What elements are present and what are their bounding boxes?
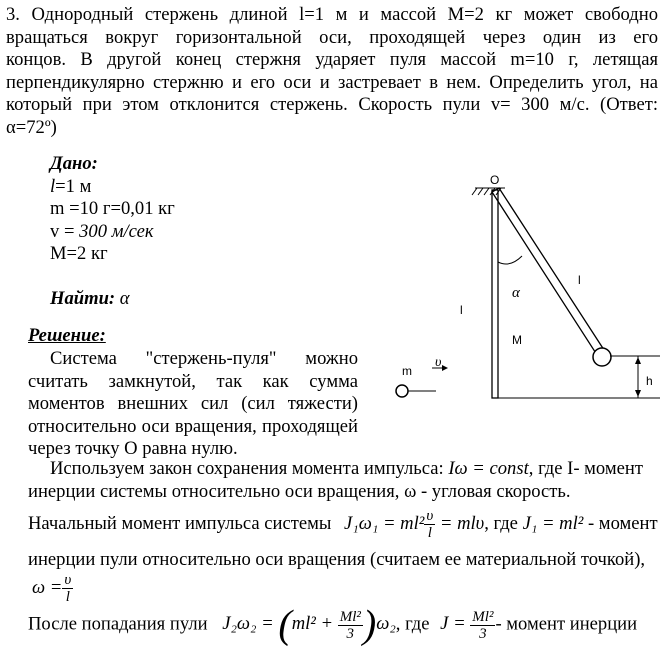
law-line-2: инерции системы относительно оси вращения, ω - угловая скорость.	[28, 480, 571, 502]
omega-formula: ω = $\frac{\upsilon}{l}$	[32, 572, 72, 605]
bullet-ball	[593, 348, 611, 366]
inertia-formula: J₁ = ml²	[522, 513, 584, 535]
solution-title: Решение:	[28, 325, 106, 346]
given-v: v = 300 м/сек	[50, 220, 154, 242]
label-l-right: l	[578, 273, 581, 287]
h-arrow-down	[635, 390, 641, 397]
problem-line: концов. В другой конец стержня ударяет пуля массой m=10 г, летящая	[6, 49, 658, 71]
problem-line: перпендикулярно стержню и его оси и застревает в нем. Определить угол, на	[6, 71, 658, 93]
initial-momentum-line: Начальный момент импульса системы J₁ω₁ = ml² $\frac{\upsilon}{l}$ = mlυ, где J₁ = ml² - момент	[28, 508, 658, 541]
solution-line: моментов внешних сил (сил тяжести)	[28, 393, 358, 415]
given-M: М=2 кг	[50, 243, 108, 265]
problem-line: вращаться вокруг горизонтальной оси, проходящей через один из его	[6, 26, 658, 48]
angle-arc	[498, 256, 522, 264]
solution-line: считать замкнутой, так как сумма	[28, 370, 358, 392]
J-formula: J = $\frac{\text{Ml²}}{3}$	[440, 608, 494, 642]
solution-line: относительно оси вращения, проходящей	[28, 415, 358, 437]
law-formula: Iω = const	[448, 458, 529, 479]
law-line: Используем закон сохранения момента импульса: Iω = const, где I- момент	[50, 458, 643, 479]
given-l: l=1 м	[50, 175, 92, 197]
initial-formula: J₁ω₁ = ml² $\frac{\upsilon}{l}$ = mlυ	[344, 508, 485, 541]
solution-paragraph	[28, 348, 358, 461]
velocity-arrowhead	[442, 365, 448, 371]
tilted-rod	[492, 188, 606, 358]
solution-line: Система "стержень-пуля" можно	[50, 348, 358, 369]
inertia-line: инерции пули относительно оси вращения (считаем ее материальной точкой),	[28, 549, 646, 570]
label-v: υ	[435, 355, 442, 370]
label-O: O	[490, 173, 500, 187]
label-M: M	[512, 333, 522, 347]
label-l-left: l	[460, 303, 463, 317]
bullet	[396, 385, 408, 397]
problem-line: α=72º)	[6, 116, 57, 138]
label-alpha: α	[512, 285, 520, 301]
given-block	[50, 153, 175, 311]
solution-line: через точку О равна нулю.	[28, 438, 238, 460]
h-arrow-up	[635, 357, 641, 364]
problem-line: 3. Однородный стержень длиной l=1 м и массой М=2 кг может свободно	[6, 4, 658, 25]
after-momentum-line: После попадания пули J₂ω₂ = (ml² + $\frac{\text{Ml²}}{3}$ )ω₂, где J = $\frac{\text{Ml²}}{3}$ - момент инерции	[28, 602, 638, 647]
vertical-rod	[492, 190, 498, 398]
label-m: m	[402, 364, 412, 378]
find-line: Найти: α	[50, 287, 130, 309]
law-paragraph	[28, 458, 660, 503]
problem-text	[6, 4, 658, 140]
after-formula: J₂ω₂ = (ml² + $\frac{\text{Ml²}}{3}$ )ω₂	[222, 602, 396, 647]
problem-line: который при этом отклонится стержень. Скорость пули v= 300 м/с. (Ответ:	[6, 94, 658, 116]
pendulum-diagram	[380, 170, 665, 410]
given-title: Дано:	[50, 153, 98, 174]
label-h: h	[646, 374, 653, 388]
given-m: m =10 г=0,01 кг	[50, 198, 175, 220]
